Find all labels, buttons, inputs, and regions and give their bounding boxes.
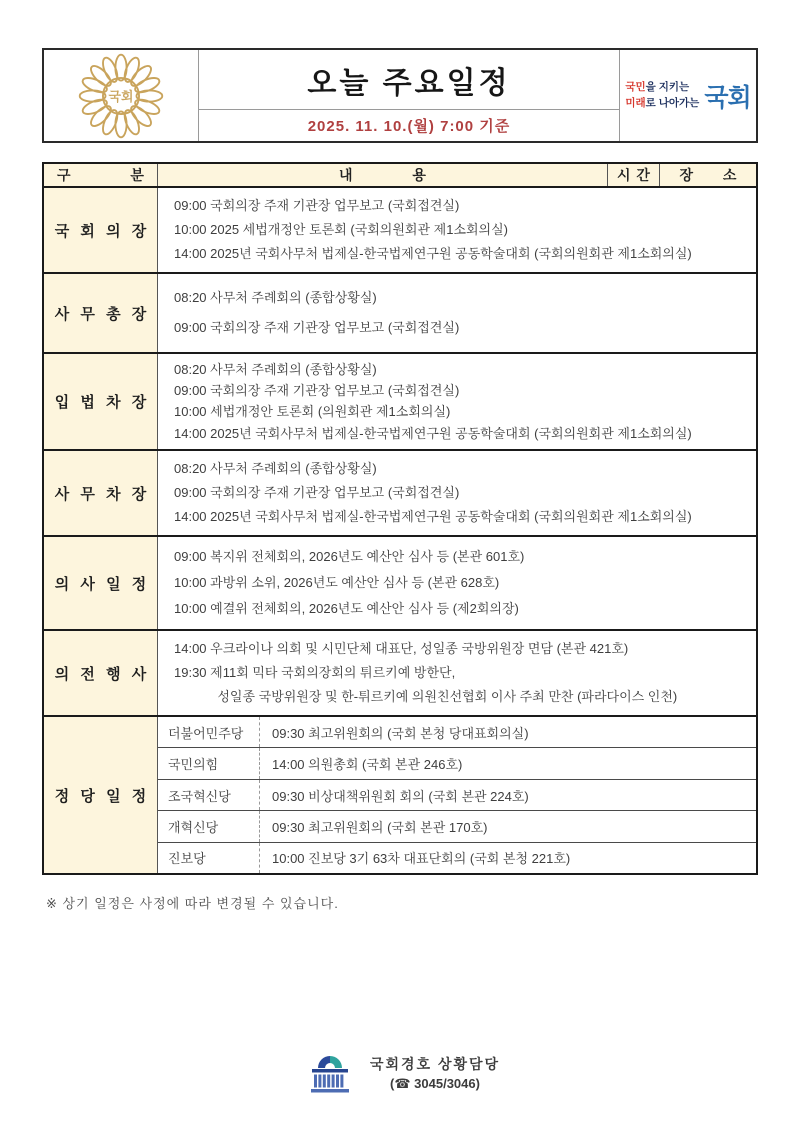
schedule-row bbox=[44, 188, 756, 274]
row-category-label: 국 회 의 장 bbox=[44, 188, 158, 272]
party-row bbox=[158, 780, 756, 811]
row-content bbox=[158, 188, 756, 272]
slogan-line2-red: 미래 bbox=[625, 96, 646, 109]
schedule-line: 성일종 국방위원장 및 한-튀르키예 의원친선협회 이사 주최 만찬 (파라다이스 인천) bbox=[174, 689, 678, 705]
col-header-category: 구 분 bbox=[44, 164, 158, 186]
schedule-line: 14:00 2025년 국회사무처 법제실-한국법제연구원 공동학술대회 (국회의원회관 제1소회의실) bbox=[174, 509, 692, 525]
row-category-label: 정 당 일 정 bbox=[44, 717, 158, 873]
assembly-building-icon bbox=[300, 1050, 360, 1096]
assembly-brand-logo bbox=[620, 50, 756, 141]
title-cell bbox=[199, 50, 620, 141]
schedule-line: 09:00 국회의장 주재 기관장 업무보고 (국회접견실) bbox=[174, 198, 460, 214]
assembly-wordmark: 국회 bbox=[704, 83, 751, 112]
party-name: 진보당 bbox=[158, 843, 260, 873]
assembly-emblem bbox=[44, 50, 199, 141]
contact-phone: (☎ 3045/3046) bbox=[390, 1076, 480, 1091]
schedule-line: 10:00 예결위 전체회의, 2026년도 예산안 심사 등 (제2회의장) bbox=[174, 601, 519, 617]
table-header-row bbox=[44, 164, 756, 188]
party-row bbox=[158, 717, 756, 748]
row-content bbox=[158, 451, 756, 535]
row-category-label: 의 사 일 정 bbox=[44, 537, 158, 629]
col-header-time: 시 간 bbox=[608, 164, 660, 186]
slogan-line1-navy: 을 지키는 bbox=[645, 80, 690, 93]
party-schedule-line: 14:00 의원총회 (국회 본관 246호) bbox=[272, 757, 463, 773]
row-category-label: 사 무 총 장 bbox=[44, 274, 158, 352]
slogan-line1-red: 국민 bbox=[625, 80, 646, 93]
contact-footer bbox=[0, 1050, 800, 1096]
brand-slogan bbox=[625, 80, 699, 112]
party-name: 개혁신당 bbox=[158, 811, 260, 841]
party-schedule-line: 10:00 진보당 3기 63차 대표단회의 (국회 본청 221호) bbox=[272, 851, 571, 867]
schedule-document bbox=[42, 48, 758, 912]
emblem-label: 국회 bbox=[108, 88, 134, 104]
schedule-row bbox=[44, 451, 756, 537]
date-line: 2025. 11. 10.(월) 7:00 기준 bbox=[307, 118, 511, 135]
schedule-line: 10:00 과방위 소위, 2026년도 예산안 심사 등 (본관 628호) bbox=[174, 575, 500, 591]
col-header-content: 내 용 bbox=[158, 164, 608, 186]
schedule-line: 10:00 세법개정안 토론회 (의원회관 제1소회의실) bbox=[174, 404, 451, 420]
schedule-line: 14:00 2025년 국회사무처 법제실-한국법제연구원 공동학술대회 (국회의원회관 제1소회의실) bbox=[174, 246, 692, 262]
schedule-line: 09:00 국회의장 주재 기관장 업무보고 (국회접견실) bbox=[174, 485, 460, 501]
party-name: 조국혁신당 bbox=[158, 780, 260, 810]
row-category-label: 의 전 행 사 bbox=[44, 631, 158, 715]
schedule-line: 09:00 국회의장 주재 기관장 업무보고 (국회접견실) bbox=[174, 320, 460, 336]
row-content bbox=[158, 717, 756, 873]
party-row bbox=[158, 843, 756, 873]
document-header bbox=[42, 48, 758, 143]
assembly-seal-icon bbox=[78, 53, 164, 139]
party-name: 국민의힘 bbox=[158, 748, 260, 778]
schedule-line: 10:00 2025 세법개정안 토론회 (국회의원회관 제1소회의실) bbox=[174, 222, 509, 238]
row-content bbox=[158, 631, 756, 715]
schedule-row bbox=[44, 274, 756, 354]
schedule-line: 19:30 제11회 믹타 국회의장회의 튀르키예 방한단, bbox=[174, 665, 456, 681]
change-notice: ※ 상기 일정은 사정에 따라 변경될 수 있습니다. bbox=[46, 896, 339, 911]
party-schedule-line: 09:30 최고위원회의 (국회 본청 당대표회의실) bbox=[272, 725, 529, 741]
schedule-line: 14:00 우크라이나 의회 및 시민단체 대표단, 성일종 국방위원장 면담 (본관 421호) bbox=[174, 641, 629, 657]
row-category-label: 사 무 차 장 bbox=[44, 451, 158, 535]
party-name: 더불어민주당 bbox=[158, 717, 260, 747]
schedule-row bbox=[44, 717, 756, 873]
schedule-line: 09:00 국회의장 주재 기관장 업무보고 (국회접견실) bbox=[174, 383, 460, 399]
party-schedule-line: 09:30 최고위원회의 (국회 본관 170호) bbox=[272, 819, 488, 835]
row-content bbox=[158, 274, 756, 352]
col-header-place: 장 소 bbox=[679, 167, 737, 183]
schedule-line: 09:00 복지위 전체회의, 2026년도 예산안 심사 등 (본관 601호) bbox=[174, 549, 525, 565]
schedule-table-body bbox=[44, 188, 756, 873]
party-row bbox=[158, 811, 756, 842]
schedule-row bbox=[44, 537, 756, 631]
schedule-row bbox=[44, 631, 756, 717]
schedule-line: 14:00 2025년 국회사무처 법제실-한국법제연구원 공동학술대회 (국회의원회관 제1소회의실) bbox=[174, 425, 692, 441]
schedule-table bbox=[42, 162, 758, 875]
schedule-line: 08:20 사무처 주례회의 (종합상황실) bbox=[174, 290, 377, 306]
schedule-line: 08:20 사무처 주례회의 (종합상황실) bbox=[174, 461, 377, 477]
party-schedule-line: 09:30 비상대책위원회 회의 (국회 본관 224호) bbox=[272, 788, 529, 804]
contact-dept: 국회경호 상황담당 bbox=[369, 1056, 501, 1072]
slogan-line2-navy: 로 나아가는 bbox=[645, 96, 700, 109]
contact-text bbox=[370, 1054, 500, 1092]
page-title: 오늘 주요일정 bbox=[199, 50, 619, 110]
schedule-row bbox=[44, 354, 756, 451]
schedule-line: 08:20 사무처 주례회의 (종합상황실) bbox=[174, 361, 377, 377]
row-category-label: 입 법 차 장 bbox=[44, 354, 158, 449]
row-content bbox=[158, 537, 756, 629]
party-row bbox=[158, 748, 756, 779]
row-content bbox=[158, 354, 756, 449]
